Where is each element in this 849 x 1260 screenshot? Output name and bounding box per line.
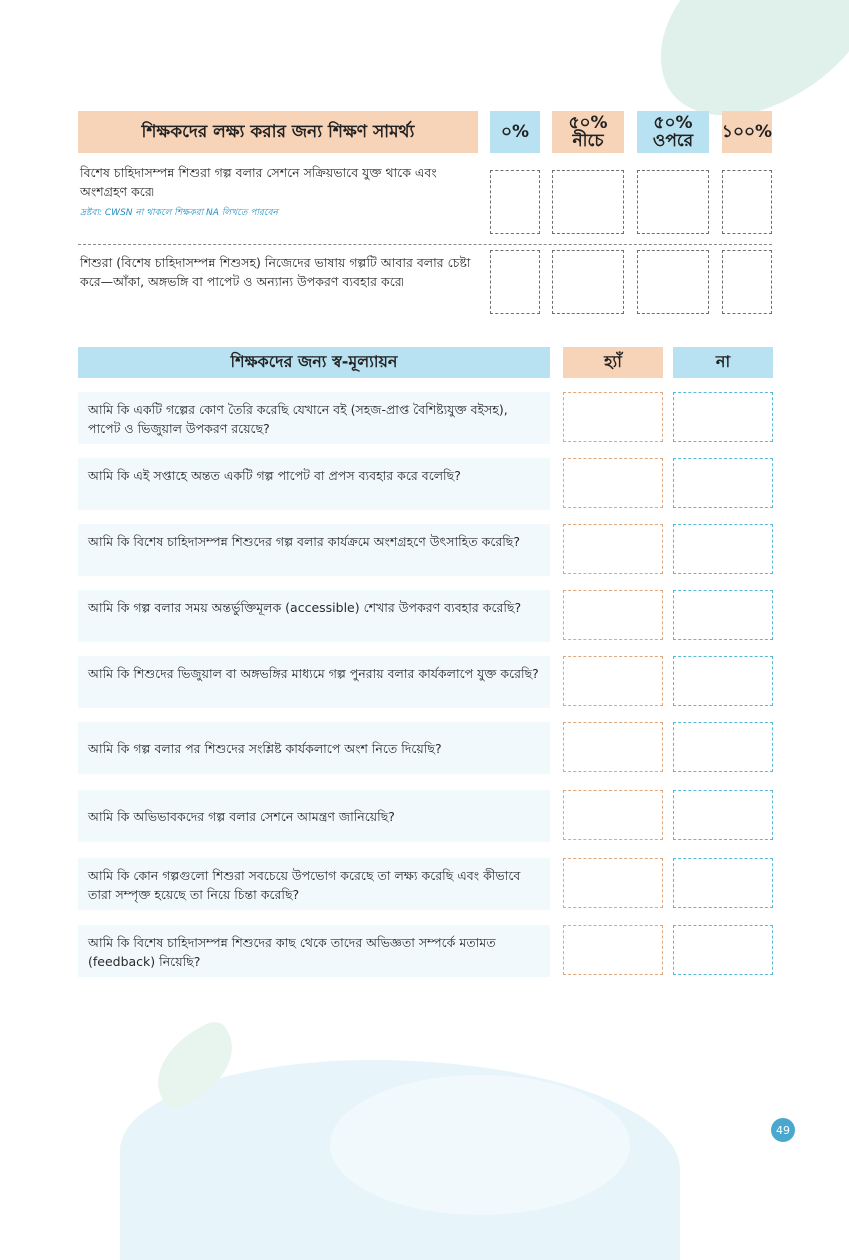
self-assessment-row bbox=[78, 790, 550, 842]
yes-column-header: হ্যাঁ bbox=[563, 347, 663, 378]
self-assessment-row bbox=[78, 392, 550, 444]
rating-box-100[interactable] bbox=[722, 250, 772, 314]
no-column-header: না bbox=[673, 347, 773, 378]
section1-row bbox=[80, 253, 475, 291]
self-assessment-row bbox=[78, 858, 550, 910]
section1-row bbox=[80, 163, 475, 219]
rating-box-50-below[interactable] bbox=[552, 170, 624, 234]
question-text: আমি কি একটি গল্পের কোণ তৈরি করেছি যেখানে বই (সহজ-প্রাপ্ত বৈশিষ্ট্যযুক্ত বইসহ), পাপেট ও ভিজুয়াল উপকরণ রয়েছে? bbox=[88, 402, 508, 436]
rating-box-0[interactable] bbox=[490, 250, 540, 314]
yes-box[interactable] bbox=[563, 458, 663, 508]
question-text: আমি কি গল্প বলার সময় অন্তর্ভুক্তিমূলক (accessible) শেখার উপকরণ ব্যবহার করেছি? bbox=[88, 600, 522, 615]
yes-box[interactable] bbox=[563, 656, 663, 706]
rating-box-50-above[interactable] bbox=[637, 250, 709, 314]
yes-box[interactable] bbox=[563, 524, 663, 574]
yes-box[interactable] bbox=[563, 790, 663, 840]
self-assessment-row bbox=[78, 925, 550, 977]
col-header-50-below: ৫০% নীচে bbox=[552, 111, 624, 153]
self-assessment-row bbox=[78, 458, 550, 510]
row-note: দ্রষ্টব্য: CWSN না থাকলে শিক্ষকরা NA লিখতে পারবেন bbox=[80, 208, 278, 218]
decorative-blob bbox=[330, 1075, 630, 1215]
no-box[interactable] bbox=[673, 524, 773, 574]
self-assessment-row bbox=[78, 524, 550, 576]
no-box[interactable] bbox=[673, 925, 773, 975]
question-text: আমি কি বিশেষ চাহিদাসম্পন্ন শিশুদের গল্প বলার কার্যক্রমে অংশগ্রহণে উৎসাহিত করেছি? bbox=[88, 534, 521, 549]
no-box[interactable] bbox=[673, 392, 773, 442]
col-header-100: ১০০% bbox=[722, 111, 772, 153]
no-box[interactable] bbox=[673, 858, 773, 908]
yes-box[interactable] bbox=[563, 925, 663, 975]
page-number: 49 bbox=[771, 1118, 795, 1142]
row-text: বিশেষ চাহিদাসম্পন্ন শিশুরা গল্প বলার সেশনে সক্রিয়ভাবে যুক্ত থাকে এবং অংশগ্রহণ করে৷ bbox=[80, 165, 437, 199]
yes-box[interactable] bbox=[563, 722, 663, 772]
rating-box-50-below[interactable] bbox=[552, 250, 624, 314]
rating-box-50-above[interactable] bbox=[637, 170, 709, 234]
col-header-0: ০% bbox=[490, 111, 540, 153]
no-box[interactable] bbox=[673, 722, 773, 772]
section2-header: শিক্ষকদের জন্য স্ব-মূল্যায়ন bbox=[78, 347, 550, 378]
self-assessment-row bbox=[78, 656, 550, 708]
rating-box-100[interactable] bbox=[722, 170, 772, 234]
no-box[interactable] bbox=[673, 656, 773, 706]
no-box[interactable] bbox=[673, 458, 773, 508]
question-text: আমি কি শিশুদের ভিজুয়াল বা অঙ্গভঙ্গির মাধ্যমে গল্প পুনরায় বলার কার্যকলাপে যুক্ত করেছি? bbox=[88, 666, 539, 681]
col-header-50-above: ৫০% ওপরে bbox=[637, 111, 709, 153]
row-divider bbox=[78, 244, 772, 245]
self-assessment-row bbox=[78, 722, 550, 774]
rating-box-0[interactable] bbox=[490, 170, 540, 234]
section1-header: শিক্ষকদের লক্ষ্য করার জন্য শিক্ষণ সামর্থ্য bbox=[78, 111, 478, 153]
yes-box[interactable] bbox=[563, 392, 663, 442]
self-assessment-row bbox=[78, 590, 550, 642]
question-text: আমি কি কোন গল্পগুলো শিশুরা সবচেয়ে উপভোগ করেছে তা লক্ষ্য করেছি এবং কীভাবে তারা সম্পৃক্ত হয়েছে তা নিয়ে চিন্তা করেছি? bbox=[88, 868, 521, 902]
question-text: আমি কি গল্প বলার পর শিশুদের সংশ্লিষ্ট কার্যকলাপে অংশ নিতে দিয়েছি? bbox=[88, 741, 442, 756]
yes-box[interactable] bbox=[563, 858, 663, 908]
question-text: আমি কি বিশেষ চাহিদাসম্পন্ন শিশুদের কাছ থেকে তাদের অভিজ্ঞতা সম্পর্কে মতামত (feedback) নিয়েছি? bbox=[88, 935, 496, 969]
row-text: শিশুরা (বিশেষ চাহিদাসম্পন্ন শিশুসহ) নিজেদের ভাষায় গল্পটি আবার বলার চেষ্টা করে—আঁকা, অঙ্গভঙ্গি বা পাপেট ও অন্যান্য উপকরণ ব্যবহার করে৷ bbox=[80, 255, 471, 289]
no-box[interactable] bbox=[673, 790, 773, 840]
no-box[interactable] bbox=[673, 590, 773, 640]
question-text: আমি কি অভিভাবকদের গল্প বলার সেশনে আমন্ত্রণ জানিয়েছি? bbox=[88, 809, 395, 824]
yes-box[interactable] bbox=[563, 590, 663, 640]
question-text: আমি কি এই সপ্তাহে অন্তত একটি গল্প পাপেট বা প্রপস ব্যবহার করে বলেছি? bbox=[88, 468, 461, 483]
